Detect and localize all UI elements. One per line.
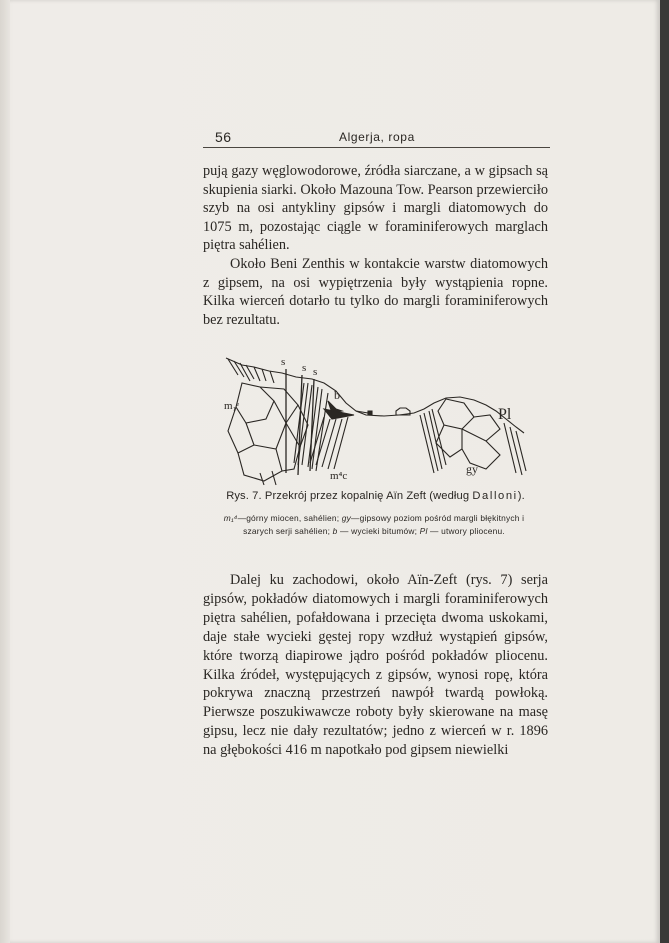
running-head: Algerja, ropa xyxy=(339,130,415,144)
legend-b-symbol: b xyxy=(332,526,338,536)
label-b: b xyxy=(334,388,340,402)
label-s2: s xyxy=(302,362,307,374)
figure-caption-legend xyxy=(210,512,538,538)
caption-author: Dalloni xyxy=(472,490,518,502)
paragraph-1: pują gazy węglowodorowe, źródła siarczane, a w gipsach są skupienia siarki. Około Mazouna Tow. Pearson przewierciło szyb na osi antykliny gipsów i margli diatomowych do 1075 m, pozostając ciągle w foraminiferowych marglach piętra sahélien. xyxy=(203,163,548,254)
label-m-left: m₁ᵉ xyxy=(224,400,240,412)
label-pl: Pl xyxy=(498,406,512,423)
figure-caption-title xyxy=(203,490,548,502)
geological-cross-section-figure xyxy=(224,353,536,488)
page-number: 56 xyxy=(215,129,232,145)
page-edge xyxy=(0,0,10,943)
caption-title-text: Rys. 7. Przekrój przez kopalnię Aïn Zeft (według xyxy=(226,490,473,502)
legend-pl-symbol: Pl xyxy=(419,526,428,536)
legend-gy-text: —gipsowy poziom pośród margli błękitnych i szarych serji sahélien; xyxy=(243,513,525,536)
paragraph-3: Dalej ku zachodowi, około Aïn-Zeft (rys. 7) serja gipsów, pokładów diatomowych i margli foraminiferowych piętra sahélien, pofałdowana i przecięta dwoma uskokami, daje stałe wycieki gęstej ropy wzdłuż wystąpień gipsów, które tworzą diapirowe jądro pośród pokładów pliocenu. Kilka źródeł, występujących z gipsów, wynosi ropę, która pokrywa znaczną przestrzeń nawpół twardą powłoką. Pierwsze poszukiwawcze roboty były skierowane na masę gipsu, lecz nie dały rezultatów; jedno z wierceń w r. 1896 na głębokości 416 m napotkało pod gipsem niewielki xyxy=(203,572,548,759)
legend-b-text: — wycieki bitumów; xyxy=(337,526,420,536)
label-s3: s xyxy=(313,366,318,378)
page-header xyxy=(203,127,550,148)
legend-m-symbol: m₁⁴ xyxy=(223,513,238,523)
label-m-bottom: m⁴c xyxy=(330,470,348,482)
cross-section-drawing xyxy=(224,353,536,488)
legend-pl-text: — utwory pliocenu. xyxy=(427,526,505,536)
legend-gy-symbol: gy xyxy=(341,513,352,523)
label-s1: s xyxy=(281,356,286,368)
caption-title-end: ). xyxy=(517,490,525,502)
label-gy: gy xyxy=(466,462,478,476)
legend-m-text: —górny miocen, sahélien; xyxy=(237,513,342,523)
paragraph-2: Około Beni Zenthis w kontakcie warstw diatomowych z gipsem, na osi wypiętrzenia były wystąpienia ropne. Kilka wierceń dotarło tu tylko do margli foraminiferowych bez rezultatu. xyxy=(203,256,548,328)
